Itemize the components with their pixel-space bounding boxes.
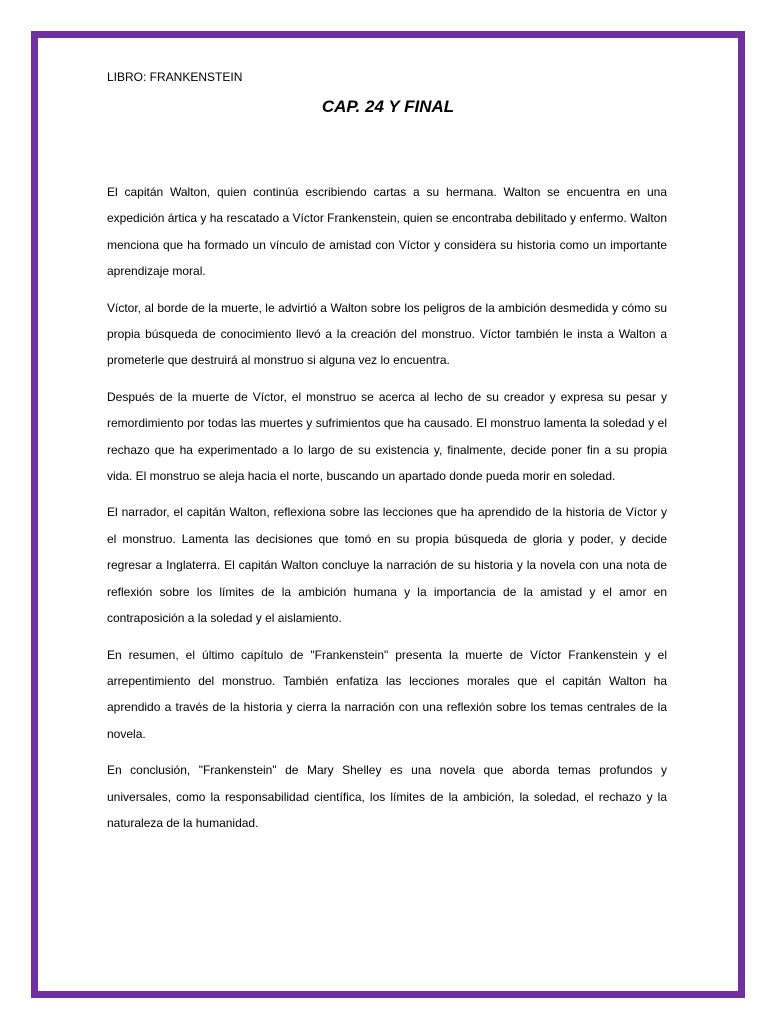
paragraph: El narrador, el capitán Walton, reflexiona sobre las lecciones que ha aprendido de la historia de Víctor y el monstruo. Lamenta las decisiones que tomó en su propia búsqueda de gloria y poder, y decide regresar a Inglaterra. El capitán Walton concluye la narración de su historia y la novela con una nota de reflexión sobre los límites de la ambición humana y la importancia de la amistad y el amor en contraposición a la soledad y el aislamiento. [107, 505, 667, 626]
paragraph: Después de la muerte de Víctor, el monstruo se acerca al lecho de su creador y expresa su pesar y remordimiento por todas las muertes y sufrimientos que ha causado. El monstruo lamenta la soledad y el rechazo que ha experimentado a lo largo de su existencia y, finalmente, decide poner fin a su propia vida. El monstruo se aleja hacia el norte, buscando un apartado donde pueda morir en soledad. [107, 389, 667, 484]
document-body [107, 179, 667, 846]
paragraph: Víctor, al borde de la muerte, le advirtió a Walton sobre los peligros de la ambición desmedida y cómo su propia búsqueda de conocimiento llevó a la creación del monstruo. Víctor también le insta a Walton a prometerle que destruirá al monstruo si alguna vez lo encuentra. [107, 300, 667, 368]
paragraph: En conclusión, "Frankenstein" de Mary Shelley es una novela que aborda temas profundos y universales, como la responsabilidad científica, los límites de la ambición, la soledad, el rechazo y la naturaleza de la humanidad. [107, 763, 667, 830]
paragraph: El capitán Walton, quien continúa escribiendo cartas a su hermana. Walton se encuentra en una expedición ártica y ha rescatado a Víctor Frankenstein, quien se encontraba debilitado y enfermo. Walton menciona que ha formado un vínculo de amistad con Víctor y considera su historia como un importante aprendizaje moral. [107, 185, 667, 279]
book-label: LIBRO: FRANKENSTEIN [107, 70, 243, 84]
chapter-title: CAP. 24 Y FINAL [321, 97, 455, 116]
page-border-frame [31, 31, 745, 998]
paragraph: En resumen, el último capítulo de "Frankenstein" presenta la muerte de Víctor Frankenstein y el arrepentimiento del monstruo. También enfatiza las lecciones morales que el capitán Walton ha aprendido a través de la historia y cierra la narración con una reflexión sobre los temas centrales de la novela. [107, 647, 667, 741]
